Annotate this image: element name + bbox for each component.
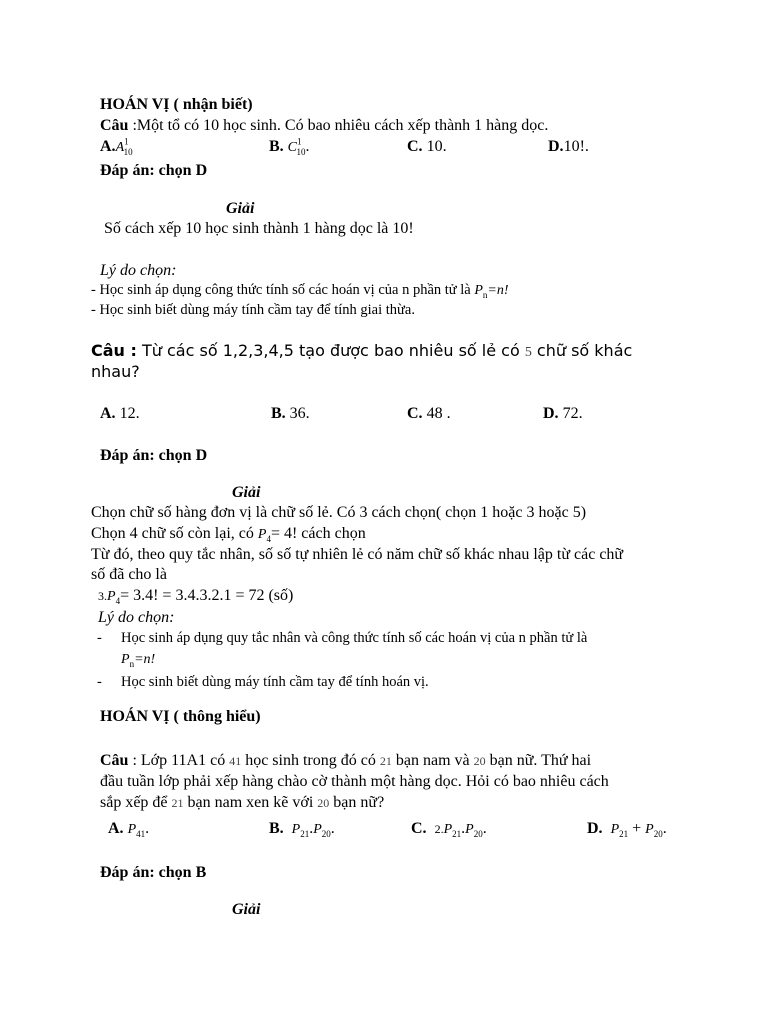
math-symbol: P <box>610 822 620 837</box>
solution-line-3: Từ đó, theo quy tắc nhân, số số tự nhiên lẻ có năm chữ số khác nhau lập từ các chữ <box>91 546 624 563</box>
option-label: C. <box>407 138 423 155</box>
math-number: 3. <box>98 589 107 603</box>
bullet-dash: - <box>97 674 102 690</box>
math-symbol: P <box>645 822 654 837</box>
solution-text: = 4! cách chọn <box>270 525 366 542</box>
solution-text: Số cách xếp 10 học sinh thành 1 hàng dọc là 10! <box>104 220 414 237</box>
option-label: A. <box>100 138 116 155</box>
option-label: D. <box>543 405 559 422</box>
answer: Đáp án: chọn D <box>100 447 208 464</box>
reason-text: - Học sinh áp dụng công thức tính số các hoán vị của n phần tử là <box>91 282 475 298</box>
section-title: HOÁN VỊ ( nhận biết) <box>100 96 253 113</box>
option-label: B. <box>271 405 286 422</box>
option-text: 48 . <box>422 405 451 422</box>
option-c <box>407 404 451 424</box>
solution-text: Chọn 4 chữ số còn lại, có <box>91 525 258 542</box>
option-label: D. <box>548 138 564 155</box>
math-sub: 21 <box>619 829 629 840</box>
punct: . <box>482 820 487 837</box>
option-a <box>100 137 133 158</box>
solution-heading: Giải <box>232 901 261 918</box>
math-sub: 21 <box>300 829 310 840</box>
option-a <box>108 819 149 840</box>
question-label: Câu : <box>91 341 137 360</box>
math-number: 5 <box>524 345 532 360</box>
math-symbol: P <box>107 589 116 604</box>
reason-heading: Lý do chọn: <box>98 609 175 626</box>
question-text: bạn nữ. Thứ hai <box>485 752 592 769</box>
reason-line-2: - Học sinh biết dùng máy tính cầm tay để tính giai thừa. <box>91 302 415 318</box>
option-d <box>543 404 583 424</box>
math-number: 41 <box>229 754 242 768</box>
option-text: 10!. <box>563 138 589 155</box>
bullet-dash: - <box>97 630 102 646</box>
math-sub: 4 <box>266 534 271 545</box>
punct: . <box>330 820 335 837</box>
punct: . <box>305 138 310 155</box>
math-number: 21 <box>379 754 392 768</box>
math-symbol: P <box>465 822 474 837</box>
question-text: bạn nam xen kẽ với <box>183 794 318 811</box>
math-sub: 10 <box>296 147 306 158</box>
math-sub: 21 <box>452 829 462 840</box>
option-text: 72. <box>558 405 583 422</box>
math-symbol: P <box>121 652 130 667</box>
math-symbol: P <box>313 822 322 837</box>
section-title: HOÁN VỊ ( thông hiểu) <box>100 708 261 725</box>
question-text: sắp xếp để <box>100 794 172 811</box>
option-c <box>411 819 487 840</box>
option-c <box>407 137 447 157</box>
option-b <box>269 137 310 158</box>
math-symbol: P <box>474 283 483 298</box>
math-number: 20 <box>473 754 486 768</box>
math-sub: 10 <box>123 147 133 158</box>
solution-text: = 3.4! = 3.4.3.2.1 = 72 (số) <box>120 587 294 604</box>
question-text: học sinh trong đó có <box>241 752 380 769</box>
math-symbol: A <box>115 140 125 155</box>
math-symbol: P <box>127 822 137 837</box>
punct: . <box>145 820 150 837</box>
question-text: : Lớp 11A1 có <box>128 752 230 769</box>
reason-text: Học sinh áp dụng quy tắc nhân và công thức tính số các hoán vị của n phần tử là <box>121 630 588 646</box>
question-2 <box>91 341 632 363</box>
math-sup: 1 <box>124 136 129 147</box>
punct: . <box>309 820 314 837</box>
solution-line-4: số đã cho là <box>91 566 167 583</box>
math-sub: 41 <box>136 829 146 840</box>
reason-bullet-1-cont <box>121 649 155 670</box>
reason-bullet-2 <box>97 672 429 692</box>
question-text: :Một tổ có 10 học sinh. Có bao nhiêu cách xếp thành 1 hàng dọc. <box>128 117 549 134</box>
math-symbol: P <box>291 822 301 837</box>
solution-line-1: Chọn chữ số hàng đơn vị là chữ số lẻ. Có 3 cách chọn( chọn 1 hoặc 3 hoặc 5) <box>91 504 587 521</box>
math-sub: 20 <box>473 829 483 840</box>
option-label: B. <box>269 820 284 837</box>
math-sub: n <box>129 659 135 670</box>
option-a <box>100 404 140 424</box>
option-text: 10. <box>422 138 447 155</box>
punct: . <box>461 820 466 837</box>
option-label: B. <box>269 138 284 155</box>
question-3-line-3 <box>100 793 384 813</box>
reason-bullet-1 <box>97 628 588 648</box>
option-label: D. <box>587 820 603 837</box>
solution-heading: Giải <box>226 200 255 217</box>
question-1 <box>100 116 548 136</box>
option-d <box>587 819 667 840</box>
option-label: C. <box>407 405 423 422</box>
reason-text: Học sinh biết dùng máy tính cầm tay để tính hoán vị. <box>121 674 429 690</box>
question-text: Từ các số 1,2,3,4,5 tạo được bao nhiêu số lẻ có <box>136 341 525 360</box>
question-2-cont: nhau? <box>91 362 140 381</box>
option-b <box>269 819 335 840</box>
math-sup: 1 <box>297 136 302 147</box>
option-label: C. <box>411 820 427 837</box>
question-label: Câu <box>100 752 129 769</box>
option-text: 36. <box>285 405 310 422</box>
math-expr: =n! <box>134 652 156 667</box>
answer: Đáp án: chọn B <box>100 864 207 881</box>
math-operator: + <box>628 820 646 837</box>
option-d <box>548 137 589 157</box>
math-sub: 20 <box>653 829 663 840</box>
option-text: 12. <box>115 405 140 422</box>
solution-heading: Giải <box>232 484 261 501</box>
solution-line-5 <box>98 586 293 607</box>
question-text: chữ số khác <box>531 341 633 360</box>
punct: . <box>662 820 667 837</box>
reason-heading: Lý do chọn: <box>100 262 177 279</box>
math-sub: 20 <box>321 829 331 840</box>
question-3-line-2: đầu tuần lớp phải xếp hàng chào cờ thành một hàng dọc. Hỏi có bao nhiêu cách <box>100 773 609 790</box>
math-sub: 4 <box>115 596 121 607</box>
question-3-line-1 <box>100 751 591 771</box>
math-symbol: C <box>287 140 298 155</box>
option-label: A. <box>108 820 124 837</box>
math-number: 21 <box>171 796 184 810</box>
math-expr: =n! <box>487 283 509 298</box>
answer: Đáp án: chọn D <box>100 162 208 179</box>
question-text: bạn nam và <box>391 752 474 769</box>
option-b <box>271 404 310 424</box>
reason-line-1 <box>91 280 509 301</box>
math-number: 20 <box>317 796 330 810</box>
option-label: A. <box>100 405 116 422</box>
math-symbol: P <box>443 822 453 837</box>
solution-line-2 <box>91 524 366 545</box>
question-text: bạn nữ? <box>329 794 385 811</box>
math-number: 2. <box>434 822 444 836</box>
math-symbol: P <box>257 527 267 542</box>
math-sub: n <box>482 289 488 300</box>
question-label: Câu <box>100 117 129 134</box>
